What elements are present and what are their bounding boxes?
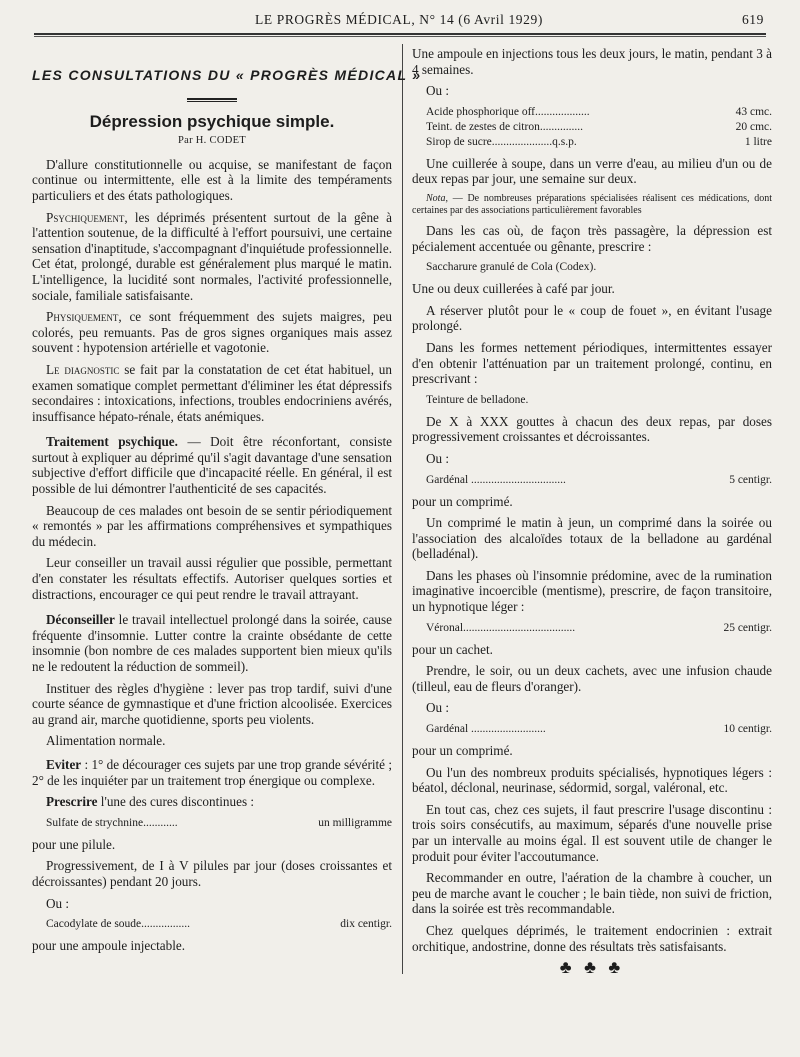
paragraph: Dans les phases où l'insomnie prédomine, avec de la rumination imaginative incoercible (mentisme), prescrire, de façon transitoire, un hypnotique léger : xyxy=(412,567,772,615)
paragraph: pour un comprimé. xyxy=(412,743,513,759)
paragraph: Eviter : 1° de décourager ces sujets par une trop grande sévérité ; 2° de les inquiéter par un traitement trop énergique ou complexe. xyxy=(32,756,392,788)
paragraph: Physiquement, ce sont fréquemment des sujets maigres, peu colorés, peu remuants. Pas de gros signes organiques mais assez souvent : hypotension artérielle et vagotonie. xyxy=(32,309,392,356)
prescription-line: Véronal....................................... 25 centigr. xyxy=(426,621,772,634)
paragraph: D'allure constitutionnelle ou acquise, se manifestant de façon continue ou intermittente, elle est à la limite des tempéraments particuliers et des états pathologiques. xyxy=(32,156,392,203)
prescription-line: Teint. de zestes de citron............... 20 cmc. xyxy=(426,120,772,133)
paragraph: pour un comprimé. xyxy=(412,493,513,509)
header-rule xyxy=(34,33,766,37)
prescription-block xyxy=(426,105,772,150)
paragraph: Prescrire l'une des cures discontinues : xyxy=(46,794,255,810)
paragraph: Leur conseiller un travail aussi régulier que possible, permettant d'en constater les résultats effectifs. Autoriser quelques sorties et distractions, encourager ce qui peut rendre le travail attrayant. xyxy=(32,555,392,602)
prescription-line: Gardénal ................................. 5 centigr. xyxy=(426,473,772,486)
or-label: Ou : xyxy=(46,895,70,911)
paragraph: Alimentation normale. xyxy=(46,733,166,749)
prescription-line: Saccharure granulé de Cola (Codex). xyxy=(426,261,597,274)
prescription-line: Cacodylate de soude................. dix centigr. xyxy=(46,918,392,931)
paragraph: Un comprimé le matin à jeun, un comprimé dans la soirée ou l'association des alcaloïdes totaux de la belladone au gardénal (belladénal). xyxy=(412,515,772,562)
section-heading: LES CONSULTATIONS DU « PROGRÈS MÉDICAL » xyxy=(32,67,422,83)
paragraph: Une cuillerée à soupe, dans un verre d'eau, au milieu d'un ou de deux repas par jour, une semaine sur deux. xyxy=(412,155,772,187)
right-column xyxy=(412,46,772,976)
heading-rule xyxy=(187,98,237,102)
paragraph: Le diagnostic se fait par la constatation de cet état habituel, un examen somatique complet permettant d'éliminer les état dépressifs secondaires : intoxications, infections, troubles endocriniens avérés, insuffisance hépato-rénale, états anémiques. xyxy=(32,361,392,424)
or-label: Ou : xyxy=(426,450,450,466)
journal-title: LE PROGRÈS MÉDICAL, N° 14 (6 Avril 1929) xyxy=(255,12,543,27)
paragraph: Recommander en outre, l'aération de la chambre à coucher, un peu de marche avant le coucher ; le bain tiède, non suivi de friction, dans la soirée est très recommandable. xyxy=(412,870,772,917)
paragraph: En tout cas, chez ces sujets, il faut prescrire l'usage discontinu : trois soirs consécutifs, au maximum, séparés d'une nouvelle prise par un intervalle au moins égal. Il est souvent utile de changer le produit pour éviter l'accoutumance. xyxy=(412,801,772,864)
paragraph: Beaucoup de ces malades ont besoin de se sentir périodiquement « remontés » par les affirmations compréhensives et sympathiques du médecin. xyxy=(32,502,392,549)
paragraph: Dans les cas où, de façon très passagère, la dépression est pécialement accentuée ou gênante, prescrire : xyxy=(412,222,772,254)
paragraph: A réserver plutôt pour le « coup de fouet », en évitant l'usage prolongé. xyxy=(412,302,772,334)
paragraph: Ou l'un des nombreux produits spécialisés, hypnotiques légers : béatol, déclonal, neurinase, sédormid, sorgal, valéronal, etc. xyxy=(412,764,772,796)
prescription-line: Sirop de sucre.....................q.s.p. 1 litre xyxy=(426,135,772,148)
note: Nota, — De nombreuses préparations spécialisées réalisent ces médications, dont certaines par des associations particulièrement favorables xyxy=(412,192,772,216)
prescription-line: Sulfate de strychnine............ un milligramme xyxy=(46,816,392,829)
prescription-line: Gardénal .......................... 10 centigr. xyxy=(426,723,772,736)
running-header xyxy=(34,10,764,32)
prescription-line: Teinture de belladone. xyxy=(426,393,529,406)
prescription-line: Acide phosphorique off................... 43 cmc. xyxy=(426,105,772,118)
left-column xyxy=(32,46,422,960)
article-title: Dépression psychique simple. xyxy=(89,111,335,131)
column-divider xyxy=(402,44,403,974)
ornament-icon: ♣ ♣ ♣ xyxy=(559,957,625,978)
paragraph: Une ou deux cuillerées à café par jour. xyxy=(412,281,615,297)
paragraph: Une ampoule en injections tous les deux jours, le matin, pendant 3 à 4 semaines. xyxy=(412,46,772,77)
paragraph: pour un cachet. xyxy=(412,641,493,657)
paragraph: Prendre, le soir, ou un deux cachets, avec une infusion chaude (tilleul, eau de fleurs d'oranger). xyxy=(412,663,772,694)
paragraph: Progressivement, de I à V pilules par jour (doses croissantes et décroissantes) pendant 20 jours. xyxy=(32,858,392,889)
byline: Par H. CODET xyxy=(177,135,247,147)
paragraph: Instituer des règles d'hygiène : lever pas trop tardif, suivi d'une courte séance de gymnastique et d'une friction alcoolisée. Exercices au grand air, marche quotidienne, sports peu violents. xyxy=(32,680,392,727)
paragraph: Chez quelques déprimés, le traitement endocrinien : extrait orchitique, andostrine, donne des résultats très satisfaisants. xyxy=(412,922,772,954)
paragraph: Déconseiller le travail intellectuel prolongé dans la soirée, cause fréquente d'insomnie. Lutter contre la crainte obsédante de cette insomnie (bon nombre de ces malades supportent bien mieux qu'ils ne le redoutent la réduction de sommeil). xyxy=(32,612,392,674)
paragraph: Dans les formes nettement périodiques, intermittentes essayer d'en obtenir l'atténuation par un traitement prolongé, continu, en prescrivant : xyxy=(412,339,772,387)
or-label: Ou : xyxy=(426,83,450,99)
paragraph: De X à XXX gouttes à chacun des deux repas, par doses progressivement croissantes et décroissantes. xyxy=(412,413,772,445)
page-number: 619 xyxy=(741,12,764,27)
paragraph: Traitement psychique. — Doit être réconfortant, consiste surtout à expliquer au déprimé qu'il s'agit davantage d'une sensation subjective d'effort difficile que d'incapacité réelle. En général, il est possible de lui démontrer l'authenticité de ses capacités. xyxy=(32,434,392,497)
paragraph: pour une pilule. xyxy=(32,836,116,852)
paragraph: pour une ampoule injectable. xyxy=(32,938,186,954)
or-label: Ou : xyxy=(426,700,450,716)
paragraph: Psychiquement, les déprimés présentent surtout de la gêne à l'attention soutenue, de la difficulté à l'effort poursuivi, une certaine sensation d'inaptitude, s'accompagnant d'inquiétude professionnelle. Cet état, prolongé, durable est généralement plus marqué le matin. L'intelligence, la lucidité sont normales, l'activité professionnelle, sociale, familiale satisfaisante. xyxy=(32,209,392,303)
